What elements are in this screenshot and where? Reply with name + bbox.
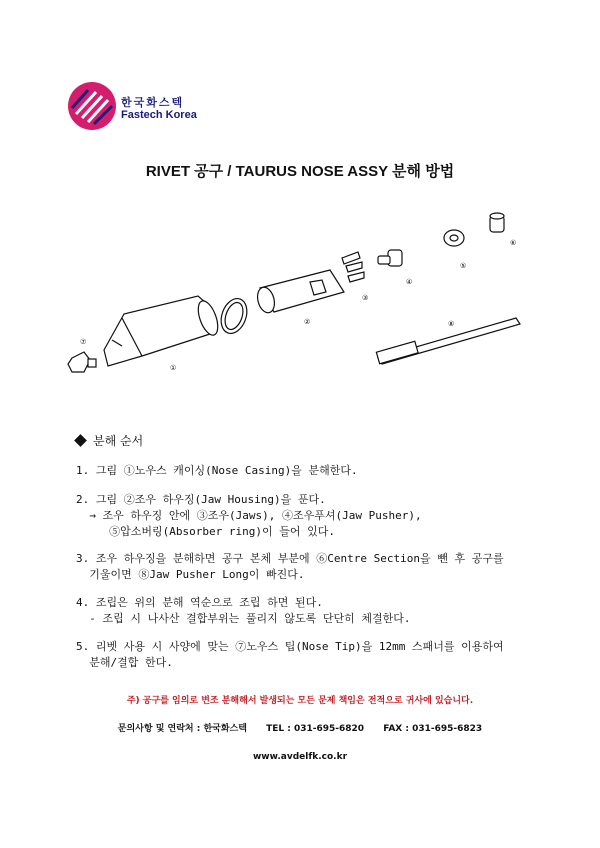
callout-6: ⑥ <box>510 239 517 247</box>
section-heading-text: 분해 순서 <box>93 434 144 448</box>
jaws-part <box>342 252 364 282</box>
nose-tip-part <box>68 352 96 372</box>
contact-line <box>0 721 600 734</box>
centre-section-part <box>490 213 504 232</box>
step-line: 3. 조우 하우징을 분해하면 공구 본체 부분에 ⑥Centre Section을 뺀 후 공구를 <box>76 552 504 565</box>
callout-3: ③ <box>362 294 369 302</box>
company-logo <box>66 80 206 132</box>
step-line: → 조우 하우징 안에 ③조우(Jaws), ④조우푸셔(Jaw Pusher), <box>76 509 422 522</box>
callout-5: ⑤ <box>460 262 467 270</box>
step-line: 4. 조립은 위의 분해 역순으로 조립 하면 된다. <box>76 596 323 609</box>
callout-8: ⑧ <box>448 320 455 328</box>
step-line: 분해/결합 한다. <box>76 656 173 669</box>
step-line: 2. 그림 ②조우 하우징(Jaw Housing)을 푼다. <box>76 493 326 506</box>
warning-note: 주) 공구를 임의로 변조 분해해서 발생되는 모든 문제 책임은 전적으로 귀사에 있습니다. <box>126 696 474 706</box>
logo-english-name: Fastech Korea <box>121 109 197 121</box>
contact-label: 문의사항 및 연락처 : 한국화스텍 <box>117 724 247 734</box>
callout-7: ⑦ <box>80 338 87 346</box>
section-heading <box>76 432 143 449</box>
step-line: - 조립 시 나사산 결합부위는 풀리지 않도록 단단히 체결한다. <box>76 612 411 625</box>
website-url: www.avdelfk.co.kr <box>252 752 348 762</box>
exploded-assembly-diagram <box>60 200 540 400</box>
callout-4: ④ <box>406 278 413 286</box>
logo-korean-name: 한국화스텍 <box>121 96 185 109</box>
contact-tel: TEL : 031-695-6820 <box>266 724 365 734</box>
step-line: 1. 그림 ①노우스 캐이싱(Nose Casing)을 분해한다. <box>76 464 358 477</box>
logo-mark-icon <box>66 80 118 132</box>
diamond-bullet-icon <box>74 434 87 447</box>
jaw-pusher-part <box>378 250 402 266</box>
page-title: RIVET 공구 / TAURUS NOSE ASSY 분해 방법 <box>145 163 455 180</box>
step-line: 기울이면 ⑧Jaw Pusher Long이 빠진다. <box>76 568 305 581</box>
callout-2: ② <box>304 318 311 326</box>
nose-casing-part <box>104 296 222 366</box>
jaw-housing-part <box>255 270 344 315</box>
contact-fax: FAX : 031-695-6823 <box>383 724 483 734</box>
step-line: 5. 리벳 사용 시 사양에 맞는 ⑦노우스 팁(Nose Tip)을 12mm 스패너를 이용하여 <box>76 640 504 653</box>
step-line: ⑤압소버링(Absorber ring)이 들어 있다. <box>76 525 335 538</box>
callout-1: ① <box>170 364 177 372</box>
absorber-ring-part <box>444 230 464 246</box>
